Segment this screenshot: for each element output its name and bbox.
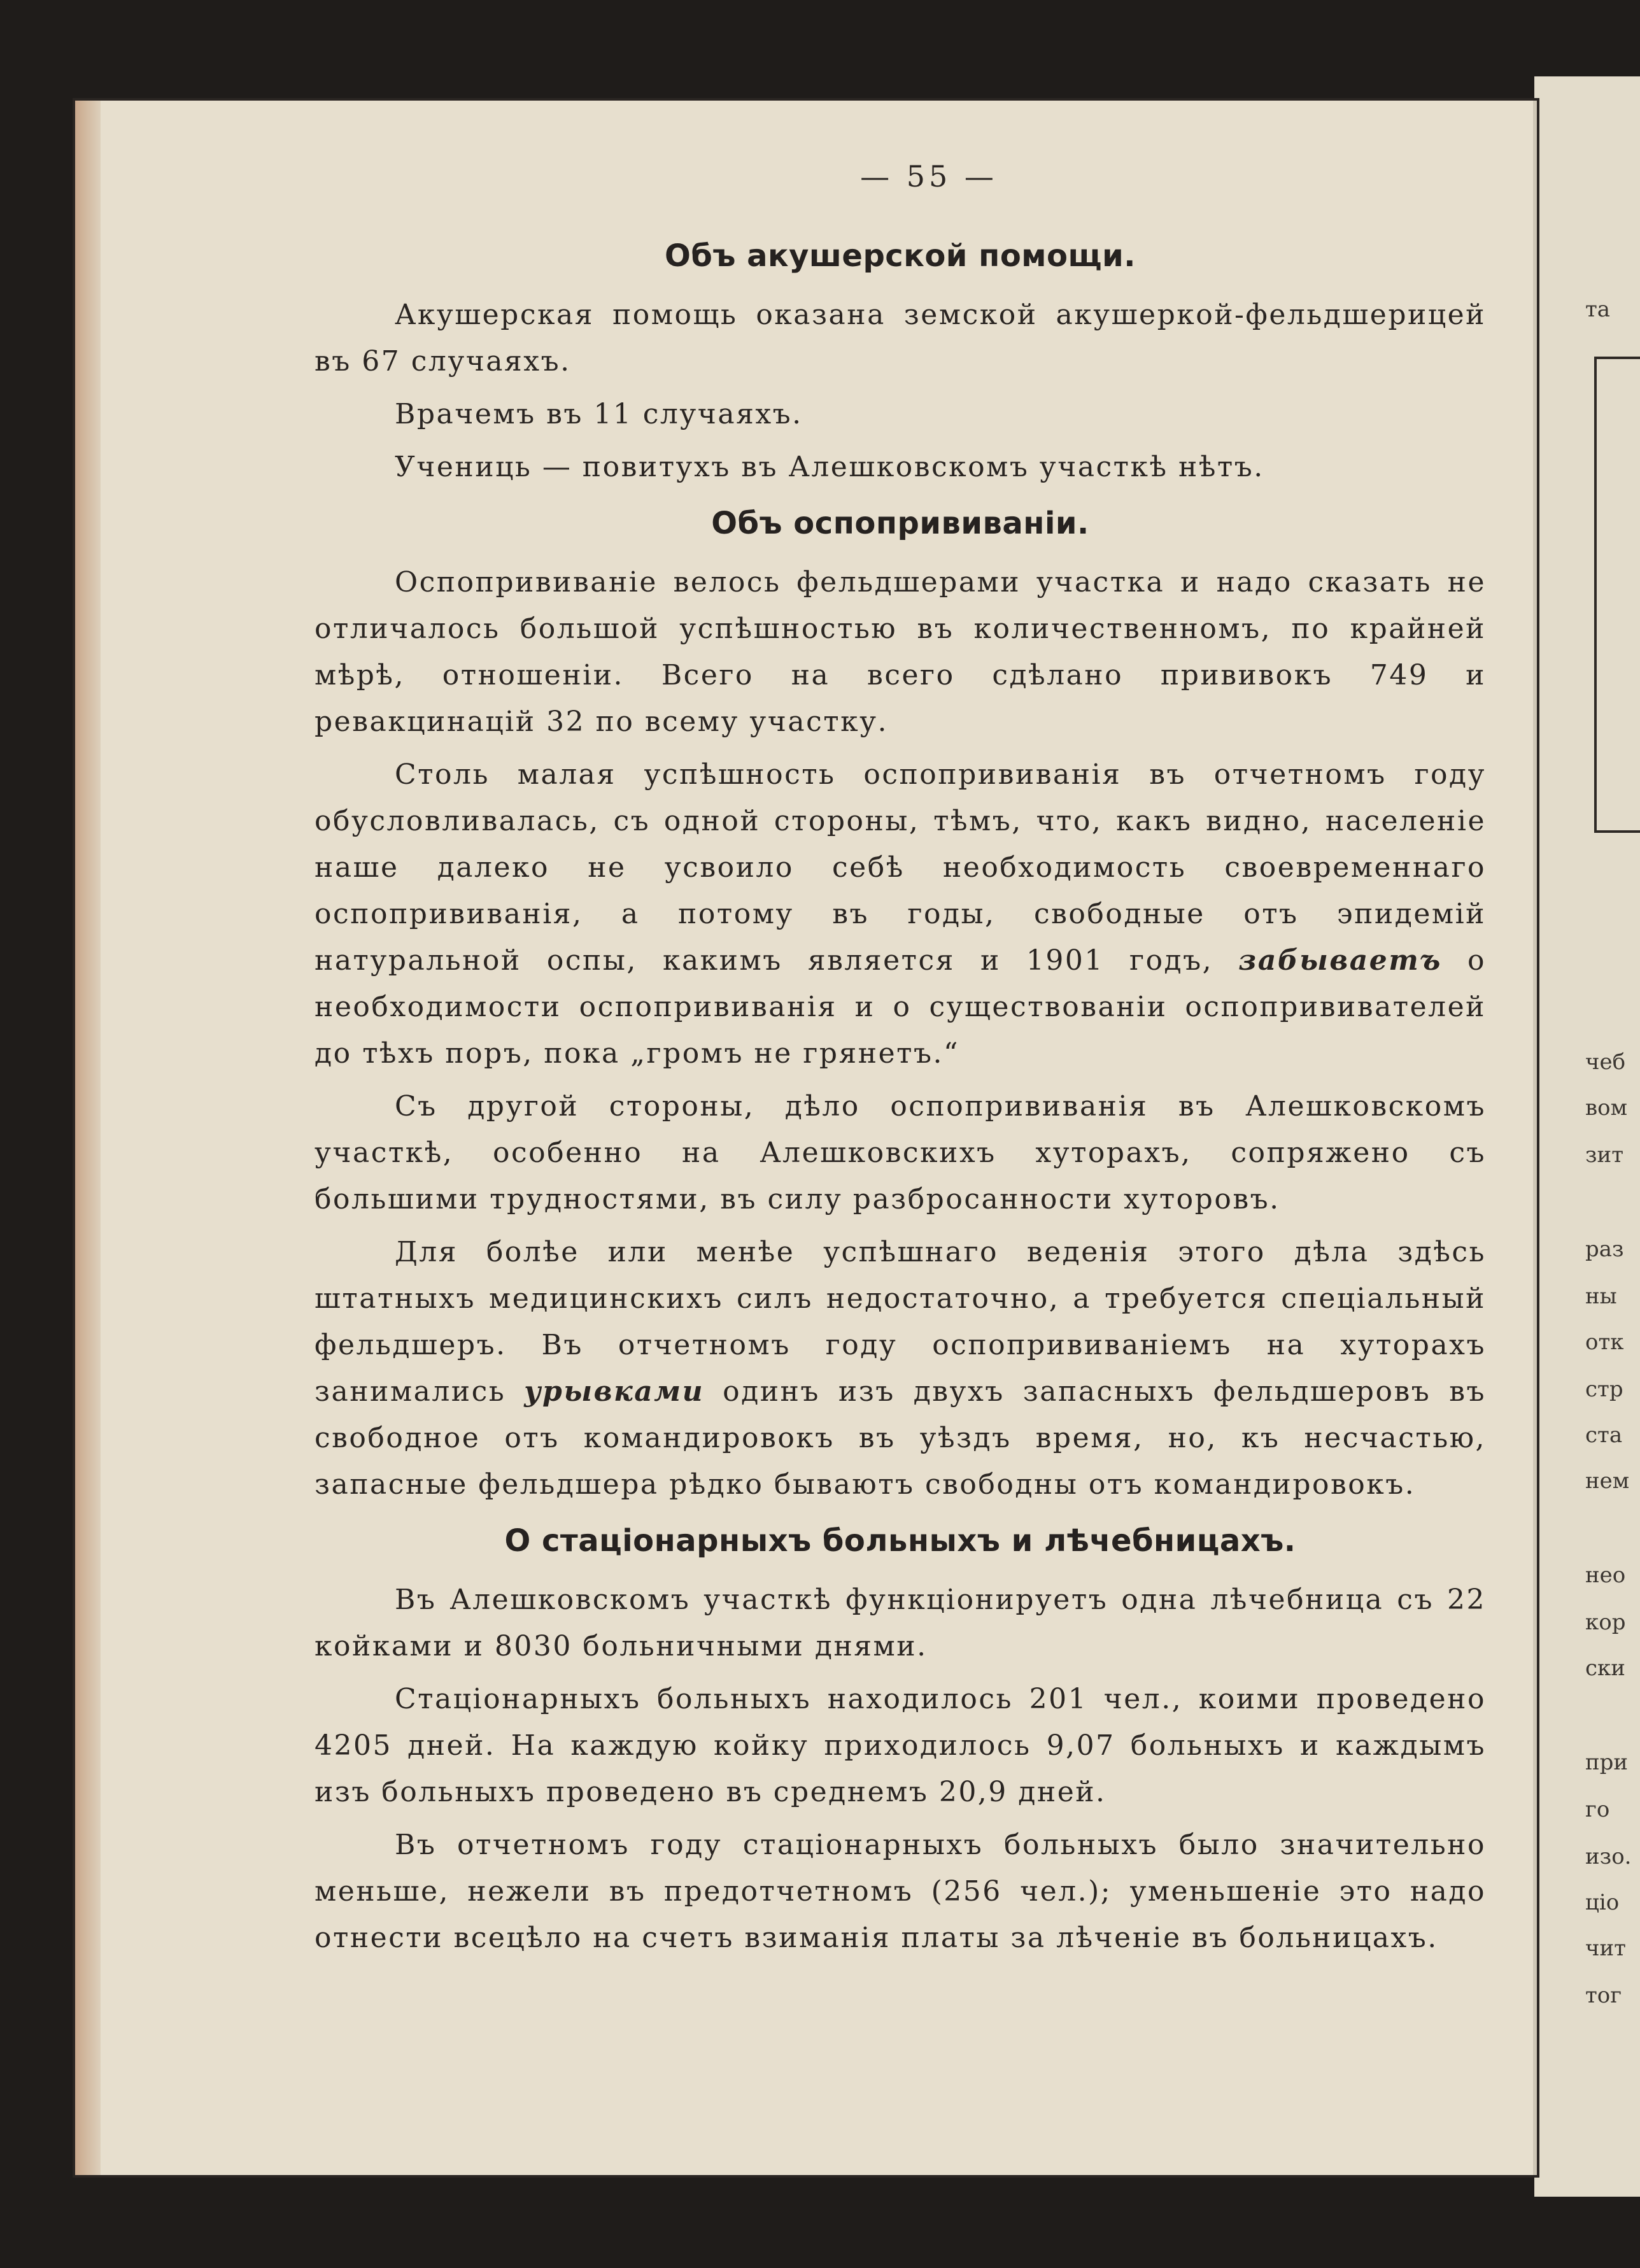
paragraph [315, 751, 1486, 1077]
adjacent-page-fragment: вом [1585, 1095, 1628, 1121]
paragraph-text: Для болѣе или менѣе успѣшнаго веденія этого дѣла здѣсь штатныхъ медицинскихъ силъ недостаточно, а требуется спеціальный фельдшеръ. Въ отчетномъ году оспопрививаніемъ на хуторахъ занимались [315, 1236, 1486, 1408]
section-heading-hospital: О стаціонарныхъ больныхъ и лѣчебницахъ. [504, 1523, 1296, 1559]
paragraph: Акушерская помощь оказана земской акушеркой-фельдшерицей въ 67 случаяхъ. [315, 299, 1486, 378]
adjacent-page-fragment: отк [1585, 1329, 1624, 1355]
adjacent-page-fragment: чеб [1585, 1049, 1626, 1075]
paragraph: Оспопрививаніе велось фельдшерами участка и надо сказать не отличалось большой успѣшностью въ количественномъ, по крайней мѣрѣ, отношеніи. Всего на всего сдѣлано прививокъ 749 и ревакцинацій 32 по всему участку. [315, 566, 1486, 738]
adjacent-page-fragment: ціо [1585, 1890, 1620, 1915]
adjacent-page-fragment: раз [1585, 1237, 1624, 1262]
adjacent-page-fragment: тог [1585, 1983, 1622, 2008]
section-heading-obstetric: Объ акушерской помощи. [665, 238, 1136, 274]
paragraph-text: Столь малая успѣшность оспопрививанія въ отчетномъ году обусловливалась, съ одной стороны, тѣмъ, что, какъ видно, населеніе наше далеко не усвоило себѣ необходимость своевременнаго оспопрививанія, а потому въ годы, свободные отъ эпидемій натуральной оспы, какимъ является и 1901 годъ, [315, 758, 1486, 977]
adjacent-page-fragment: чит [1585, 1936, 1626, 1961]
adjacent-page [1534, 76, 1640, 2197]
adjacent-page-fragment: нео [1585, 1563, 1626, 1588]
adjacent-page-table-frame [1594, 357, 1640, 833]
adjacent-page-fragment: ны [1585, 1284, 1617, 1309]
italic-emphasis: урывками [524, 1375, 705, 1408]
paragraph: Учениць — повитухъ въ Алешковскомъ участкѣ нѣтъ. [395, 451, 1264, 483]
paragraph: Стаціонарныхъ больныхъ находилось 201 чел., коими проведено 4205 дней. На каждую койку приходилось 9,07 больныхъ и каждымъ изъ больныхъ проведено въ среднемъ 20,9 дней. [315, 1683, 1486, 1808]
adjacent-page-fragment: при [1585, 1750, 1629, 1775]
adjacent-page-fragment: ски [1585, 1655, 1625, 1681]
page-number: — 55 — [860, 159, 998, 194]
adjacent-page-fragment: та [1585, 297, 1611, 322]
paragraph: Въ Алешковскомъ участкѣ функціонируетъ одна лѣчебница съ 22 койками и 8030 больничными днями. [315, 1584, 1486, 1662]
paragraph: Въ отчетномъ году стаціонарныхъ больныхъ было значительно меньше, нежели въ предотчетномъ (256 чел.); уменьшеніе это надо отнести всецѣло на счетъ взиманія платы за лѣченіе въ больницахъ. [315, 1829, 1486, 1954]
adjacent-page-fragment: кор [1585, 1610, 1626, 1635]
paragraph: Врачемъ въ 11 случаяхъ. [395, 398, 803, 430]
adjacent-page-fragment: изо. [1585, 1844, 1632, 1869]
paragraph: Съ другой стороны, дѣло оспопрививанія въ Алешковскомъ участкѣ, особенно на Алешковскихъ хуторахъ, сопряжено съ большими трудностями, въ силу разбросанности хуторовъ. [315, 1090, 1486, 1216]
paragraph-text: о необходимости оспопрививанія и о существованіи оспопрививателей до тѣхъ поръ, пока „громъ не грянетъ.“ [315, 944, 1486, 1070]
adjacent-page-fragment: ста [1585, 1422, 1623, 1448]
paragraph [315, 1229, 1486, 1508]
italic-emphasis: забываетъ [1238, 944, 1442, 977]
paragraph-text: одинъ изъ двухъ запасныхъ фельдшеровъ въ свободное отъ командировокъ въ уѣздъ время, но, къ несчастью, запасные фельдшера рѣдко бываютъ свободны отъ командировокъ. [315, 1375, 1486, 1501]
page-content [315, 159, 1486, 1967]
adjacent-page-fragment: стр [1585, 1377, 1623, 1402]
adjacent-page-fragment: зит [1585, 1142, 1624, 1168]
adjacent-page-fragment: го [1585, 1797, 1610, 1822]
adjacent-page-fragment: нем [1585, 1468, 1630, 1494]
page-edge [75, 101, 101, 2175]
section-heading-vaccination: Объ оспопрививаніи. [711, 506, 1089, 541]
